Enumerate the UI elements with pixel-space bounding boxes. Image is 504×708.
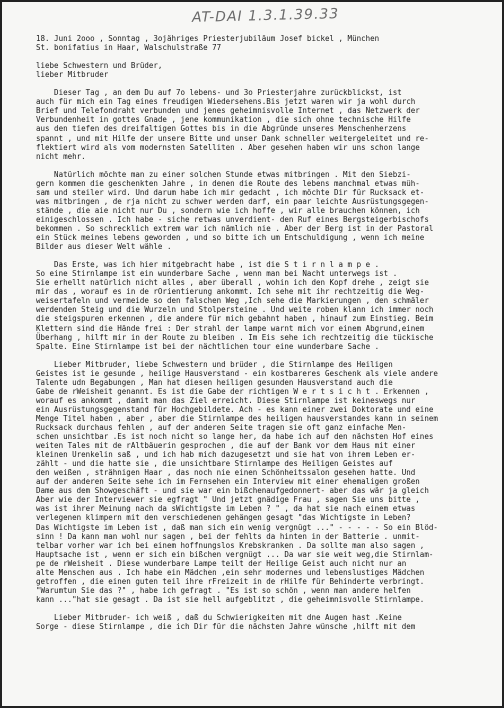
body-line: worauf es ankommt , damit man das Ziel erreicht. Diese Stirnlampe ist keineswegs nur (36, 395, 416, 405)
body-line: alte Menschen aus . Ich habe ein Mädchen ,ein sehr modernes und lebenslustiges Mädchen (36, 567, 425, 577)
body-line: Bilder aus dieser Welt wähle . (36, 242, 172, 252)
body-line: sinn ! Da kann man wohl nur sagen , bei der fehlts da hinten in der Batterie . unmit- (36, 531, 420, 541)
letter-text (36, 34, 496, 631)
body-line: kleinen Urenkelin saß , und ich hab mich dazugesetzt und sie hat von ihrem Leben er- (36, 450, 416, 460)
body-line: flektiert wird als vom modernsten Satelliten . Aber gesehen haben wir uns schon lange (36, 142, 420, 152)
body-line: gern kommen die geschenkten Jahre , in denen die Route des lebens manchmal etwas müh- (36, 178, 420, 188)
body-line: spannt , und mit Hilfe der unsere Bitte und unser Dank schneller weitergeleitet und re- (36, 133, 429, 143)
body-line: einigeschlossen . Ich habe - siche retwas unverdient- den Ruf eines Bergsteigerbischofs (36, 214, 429, 224)
body-line: nicht mehr. (36, 151, 86, 161)
paragraph-gap (36, 351, 496, 360)
body-line: Das Erste, was ich hier mitgebracht habe , ist die S t i r n l a m p e . (36, 260, 380, 270)
body-line: Rucksack durchaus fehlen , auf der anderen Seite tragen sie oft ganz einfache Men- (36, 423, 407, 433)
body-line: Menge Titel haben , aber , aber die Stirnlampe des heiligen hausverstandes kann in seinem (36, 413, 438, 423)
body-line: auch für mich ein Tag eines freudigen Wiedersehens.Bis jetzt waren wir ja wohl durch (36, 97, 416, 107)
body-line: Dieser Tag , an dem Du auf 7o lebens- und 3o Priesterjahre zurückblickst, ist (36, 88, 402, 98)
body-line: den weißen , strähnigen Haar , das noch nie einen Schönheitssalon gesehen hatte. Und (36, 468, 416, 478)
body-line: Geistes ist ie gesunde , heilige Hausverstand - ein kostbareres Geschenk als viele andere (36, 368, 438, 378)
body-line: Natürlich möchte man zu einer solchen Stunde etwas mitbringen . Mit den Siebzi- (36, 169, 411, 179)
body-line: telbar vorher war ich bei einem hoffnungslos Krebskranken . Da sollte man also sagen , (36, 540, 425, 550)
salutation-line: liebe Schwestern und Brüder, (36, 61, 163, 71)
body-line: zählt - und die hatte sie , die unsichtbare Stirnlampe des Heiligen Geistes auf (36, 459, 393, 469)
paragraph-gap (36, 161, 496, 170)
body-line: Aber wie der Interviewer sie egfragt " Und jetzt gnädige Frau , sagen Sie uns bitte , (36, 495, 420, 505)
body-line: Gabe de rWeisheit genannt. Es ist die Gabe der richtigen W e r t s i c h t . Erkennen , (36, 386, 429, 396)
body-line: Hauptsache ist , wenn er sich ein bißchen vergnügt ... Da war sie weit weg,die Stirnlam- (36, 549, 434, 559)
paragraph-gap (36, 251, 496, 260)
body-line: sam und steiler wird. Und darum habe ich mir gedacht , ich möchte Dir für Rucksack et- (36, 187, 425, 197)
salutation-line: lieber Mitbruder (36, 70, 109, 80)
body-line: Überhang , hilft mir in der Route zu bleiben . Im Eis sehe ich rechtzeitig die tückische (36, 332, 434, 342)
body-line: Das Wichtigste im Leben ist , daß man sich ein wenig vergnügt ..." - - - - - So ein Blöd- (36, 522, 438, 532)
body-line: verlegenen klimpern mit den verschiedenen gehängen gesagt "das Wichtigste in Leben? (36, 513, 411, 523)
paragraph-gap (36, 52, 496, 61)
body-line: Lieber Mitbruder, liebe Schwestern und brüder , die Stirnlampe des Heiligen (36, 359, 393, 369)
body-line: getroffen , die einen guten teil ihre rFreizeit in de rHilfe für Behinderte verbringt. (36, 576, 425, 586)
body-line: was mitbringen , de rja nicht zu schwer werden darf, ein paar leichte Ausrüstungsgegen- (36, 196, 429, 206)
body-line: ein Ausrüstungsgegenstand für Hochgebildete. Ach - es kann einer zwei Doktorate und eine (36, 404, 434, 414)
body-line: kann ..."hat sie gesagt . Da ist sie hell aufgeblitzt , die geheimnisvolle Stirnlampe. (36, 594, 425, 604)
body-line: Sie erhellt natürlich nicht alles , aber überall , wohin ich den Kopf drehe , zeigt sie (36, 278, 429, 288)
header-line: 18. Juni 2ooo , Sonntag , 3ojähriges Priesterjubiläum Josef bickel , München (36, 34, 380, 43)
body-line: Brief und Telefondraht verbunden und jenes geheimnisvolle Internet , das Netzwerk der (36, 106, 420, 116)
body-line: aus den tiefen des dreifaltigen Gottes bis in die Abgründe unseres Menschenherzens (36, 124, 407, 134)
body-line: bekommen . So schrecklich extrem war ich nämlich nie . Aber der Berg ist in der Pastoral (36, 223, 434, 233)
body-line: die steigspuren erkennen , die andere für mich gebahnt haben , hinauf zum Einstieg. Beim (36, 314, 434, 324)
body-line: weisertafeln und vermeide so den falschen Weg ,Ich sehe die Markierungen , den schmäler (36, 296, 429, 306)
paragraph-gap (36, 604, 496, 613)
body-line: weiten Tales mit de rAltbäuerin gesprochen , die auf der Bank vor dem Haus mit einer (36, 441, 416, 451)
body-line: Verbundenheit in gottes Gnade , jene kommunikation , die sich ohne technische Hilfe (36, 115, 411, 125)
body-line: Lieber Mitbruder- ich weiß , daß du Schwierigkeiten mit dne Augen hast .Keine (36, 613, 402, 622)
body-line: ein Stück meines lebens geworden , und so bitte ich um Entschuldigung , wenn ich meine (36, 233, 425, 243)
archive-stamp: AT-DAI 1.3.1.39.33 (191, 6, 340, 26)
body-line: werdenden Steig und die Wurzeln und Stolpersteine . Und weite roben klann ich immer noch (36, 305, 434, 315)
body-line: Dame aus dem Showgeschäft - und sie war ein bißchenaufgedonnert- aber das wär ja gleich (36, 486, 429, 496)
body-line: schen unsichtbar .Es ist noch nicht so lange her, da habe ich auf den nächsten Hof eines (36, 432, 434, 442)
body-line: Sorge - diese Stirnlampe , die ich Dir für die nächsten Jahre wünsche ,hilft mit dem (36, 622, 416, 632)
body-line: Talente udn Begabungen , Man hat diesen heiligen gesunden Hausverstand auch die (36, 377, 393, 387)
paragraph-gap (36, 79, 496, 88)
body-line: stände , die aie nicht nur Du , sondern wie ich hoffe , wir alle brauchen können, ich (36, 205, 420, 215)
body-line: "Warumtun Sie das ?" , habe ich gefragt . "Es ist so schön , wenn man andere helfen (36, 585, 411, 595)
body-line: Spalte. Eine Stirnlampe ist bei der nächtlichen tour eine wunderbare Sache . (36, 341, 380, 351)
header-line: St. bonifatius in Haar, Walschulstraße 77 (36, 43, 222, 53)
body-line: Klettern sind die Hände frei : Der strahl der lampe warnt mich vor einem Abgrund,einem (36, 323, 425, 333)
body-line: pe de rWeisheit . Diese wunderbare Lampe teilt der Heilige Geist auch nicht nur an (36, 558, 407, 568)
body-line: So eine Stirnlampe ist ein wunderbare Sache , wenn man bei Nacht unterwegs ist . (36, 269, 398, 279)
body-line: mir das , worauf es in de rOrientierung ankommt. Ich sehe mit ihr rechtzeitig die Weg- (36, 287, 425, 297)
body-line: was ist ihrer Meinung nach da sWichtigste im Leben ? " , da hat sie nach einem etwas (36, 504, 416, 514)
body-line: auf der anderen Seite sehe ich im Fernsehen ein Interview mit einer ehemaligen großen (36, 477, 420, 487)
